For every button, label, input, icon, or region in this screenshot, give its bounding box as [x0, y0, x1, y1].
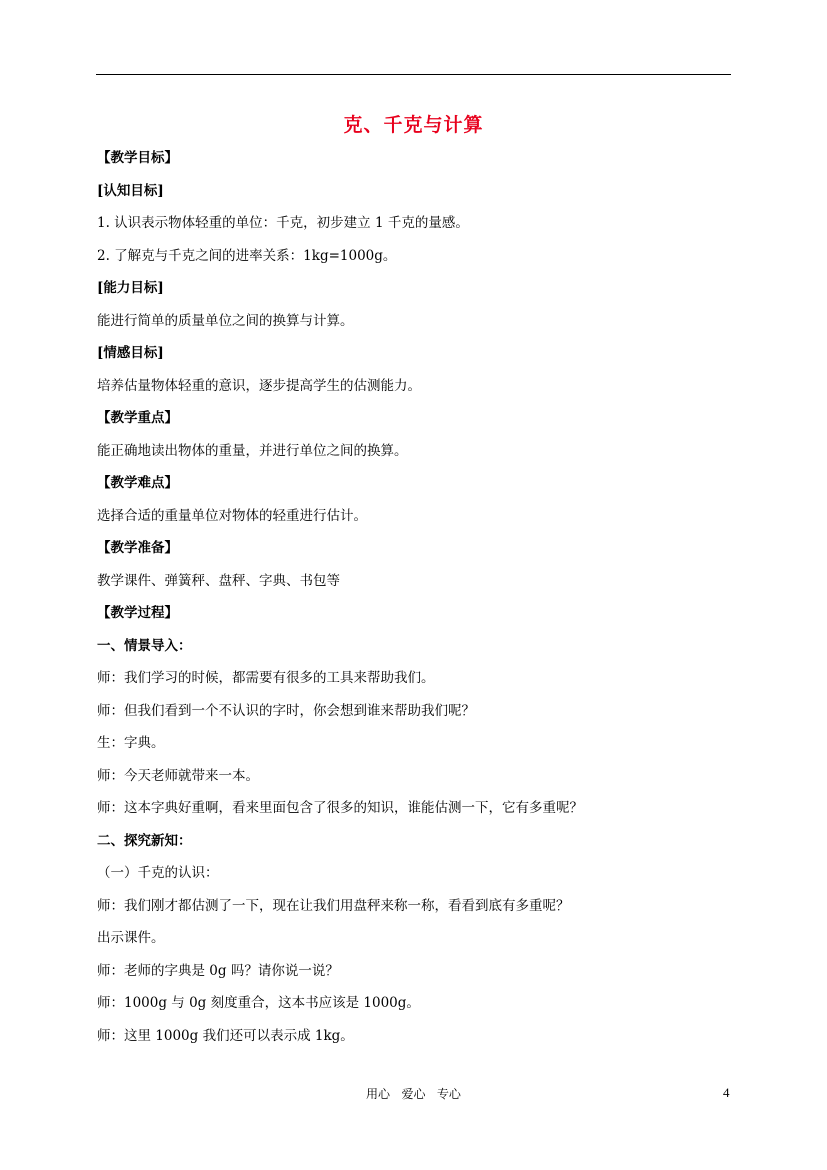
- paragraph-line: 选择合适的重量单位对物体的轻重进行估计。: [97, 507, 367, 524]
- paragraph-line: 能正确地读出物体的重量，并进行单位之间的换算。: [97, 442, 408, 459]
- paragraph-line: （一）千克的认识：: [97, 865, 219, 881]
- section-heading: 二、探究新知：: [97, 832, 192, 849]
- header-rule: [96, 74, 731, 75]
- paragraph-line: 培养估量物体轻重的意识，逐步提高学生的估测能力。: [97, 377, 421, 394]
- document-body: [97, 146, 737, 1056]
- section-heading: [能力目标]: [97, 280, 164, 296]
- section-heading: 【教学重点】: [97, 410, 178, 426]
- section-heading: 一、情景导入：: [97, 637, 192, 654]
- paragraph-line: 出示课件。: [97, 930, 165, 946]
- paragraph-line: 师：老师的字典是 0g 吗？请你说一说？: [97, 962, 339, 979]
- paragraph-line: 能进行简单的质量单位之间的换算与计算。: [97, 312, 354, 329]
- paragraph-line: 生：字典。: [97, 735, 165, 751]
- section-heading: 【教学准备】: [97, 540, 178, 556]
- section-heading: [认知目标]: [97, 182, 164, 199]
- page-footer: [0, 1085, 827, 1103]
- section-heading: 【教学过程】: [97, 605, 178, 621]
- paragraph-line: 师：这本字典好重啊，看来里面包含了很多的知识，谁能估测一下，它有多重呢？: [97, 800, 583, 816]
- paragraph-line: 2. 了解克与千克之间的进率关系：1kg=1000g。: [97, 247, 397, 264]
- paragraph-line: 师：但我们看到一个不认识的字时，你会想到谁来帮助我们呢？: [97, 702, 475, 719]
- paragraph-line: 1. 认识表示物体轻重的单位：千克，初步建立 1 千克的量感。: [97, 215, 469, 231]
- document-title: 克、千克与计算: [343, 114, 484, 136]
- paragraph-line: 师：我们学习的时候，都需要有很多的工具来帮助我们。: [97, 670, 435, 686]
- paragraph-line: 师：1000g 与 0g 刻度重合，这本书应该是 1000g。: [97, 995, 420, 1011]
- paragraph-line: 师：这里 1000g 我们还可以表示成 1kg。: [97, 1027, 354, 1044]
- paragraph-line: 师：我们刚才都估测了一下，现在让我们用盘秤来称一称，看看到底有多重呢？: [97, 897, 570, 914]
- section-heading: 【教学难点】: [97, 475, 178, 491]
- footer-motto: 用心 爱心 专心: [366, 1087, 461, 1101]
- page-number: 4: [723, 1085, 730, 1100]
- section-heading: [情感目标]: [97, 345, 164, 361]
- paragraph-line: 教学课件、弹簧秤、盘秤、字典、书包等: [97, 572, 340, 589]
- section-heading: 【教学目标】: [97, 150, 178, 166]
- paragraph-line: 师：今天老师就带来一本。: [97, 767, 259, 784]
